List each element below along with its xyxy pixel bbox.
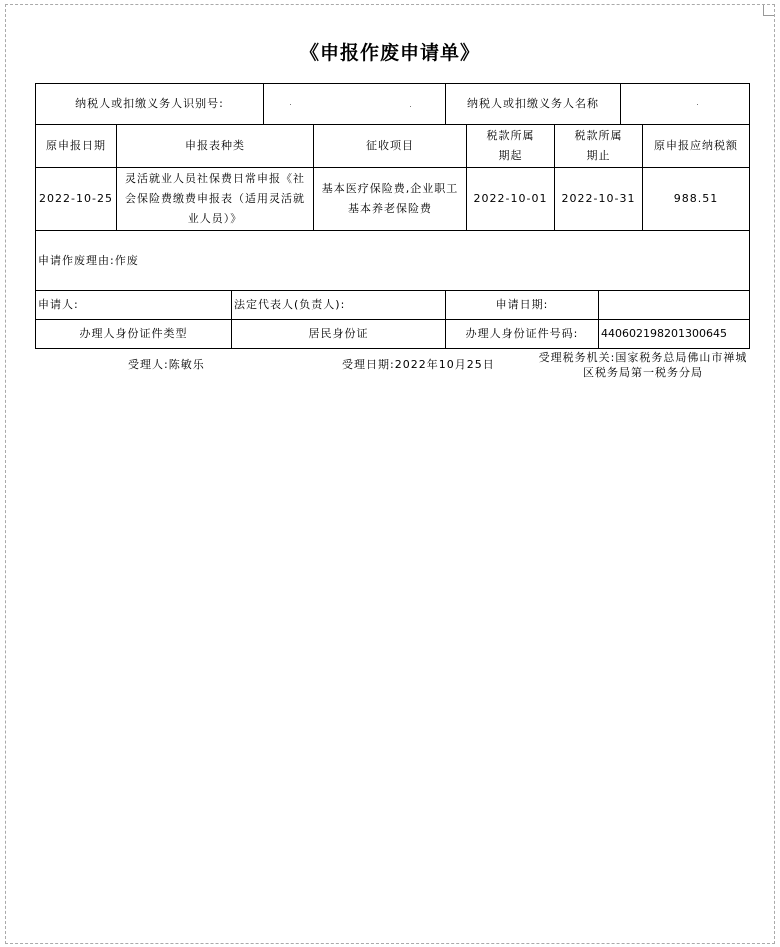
legal-rep-label: 法定代表人(负责人): <box>234 298 346 311</box>
handler: 受理人:陈敏乐 <box>128 358 205 371</box>
apply-date-label: 申请日期: <box>495 298 549 311</box>
applicant-label: 申请人: <box>38 298 79 311</box>
column-header-item: 征收项目 <box>366 139 414 152</box>
page-corner <box>763 5 774 16</box>
row-form-type: 灵活就业人员社保费日常申报《社会保险费缴费申报表（适用灵活就业人员）》 <box>125 172 305 225</box>
apply-date-value <box>599 291 749 319</box>
tax-authority: 受理税务机关:国家税务总局佛山市禅城区税务局第一税务分局 <box>538 351 748 379</box>
id-type-label: 办理人身份证件类型 <box>79 327 188 340</box>
column-header-form-type: 申报表种类 <box>185 139 245 152</box>
taxpayer-id-value <box>264 84 445 124</box>
taxpayer-id-label: 纳税人或扣缴义务人识别号: <box>75 97 224 110</box>
void-reason: 申请作废理由:作废 <box>38 253 139 267</box>
taxpayer-name-label: 纳税人或扣缴义务人名称 <box>467 97 599 110</box>
row-period-start: 2022-10-01 <box>473 192 548 205</box>
accept-date: 受理日期:2022年10月25日 <box>342 358 495 371</box>
id-number-label: 办理人身份证件号码: <box>465 327 579 340</box>
id-type-value: 居民身份证 <box>308 327 369 340</box>
row-amount: 988.51 <box>673 192 719 205</box>
column-header-amount: 原申报应纳税额 <box>654 139 738 152</box>
taxpayer-name-value <box>621 84 749 124</box>
column-header-period-start: 税款所属期起 <box>486 129 535 162</box>
row-original-date: 2022-10-25 <box>39 192 113 205</box>
document-title: 《申报作废申请单》 <box>299 42 480 64</box>
row-item: 基本医疗保险费,企业职工基本养老保险费 <box>321 182 459 215</box>
row-period-end: 2022-10-31 <box>561 192 636 205</box>
column-header-period-end: 税款所属期止 <box>574 129 623 162</box>
column-header-original-date: 原申报日期 <box>46 139 106 152</box>
id-number-value: 440602198201300645 <box>601 327 727 340</box>
